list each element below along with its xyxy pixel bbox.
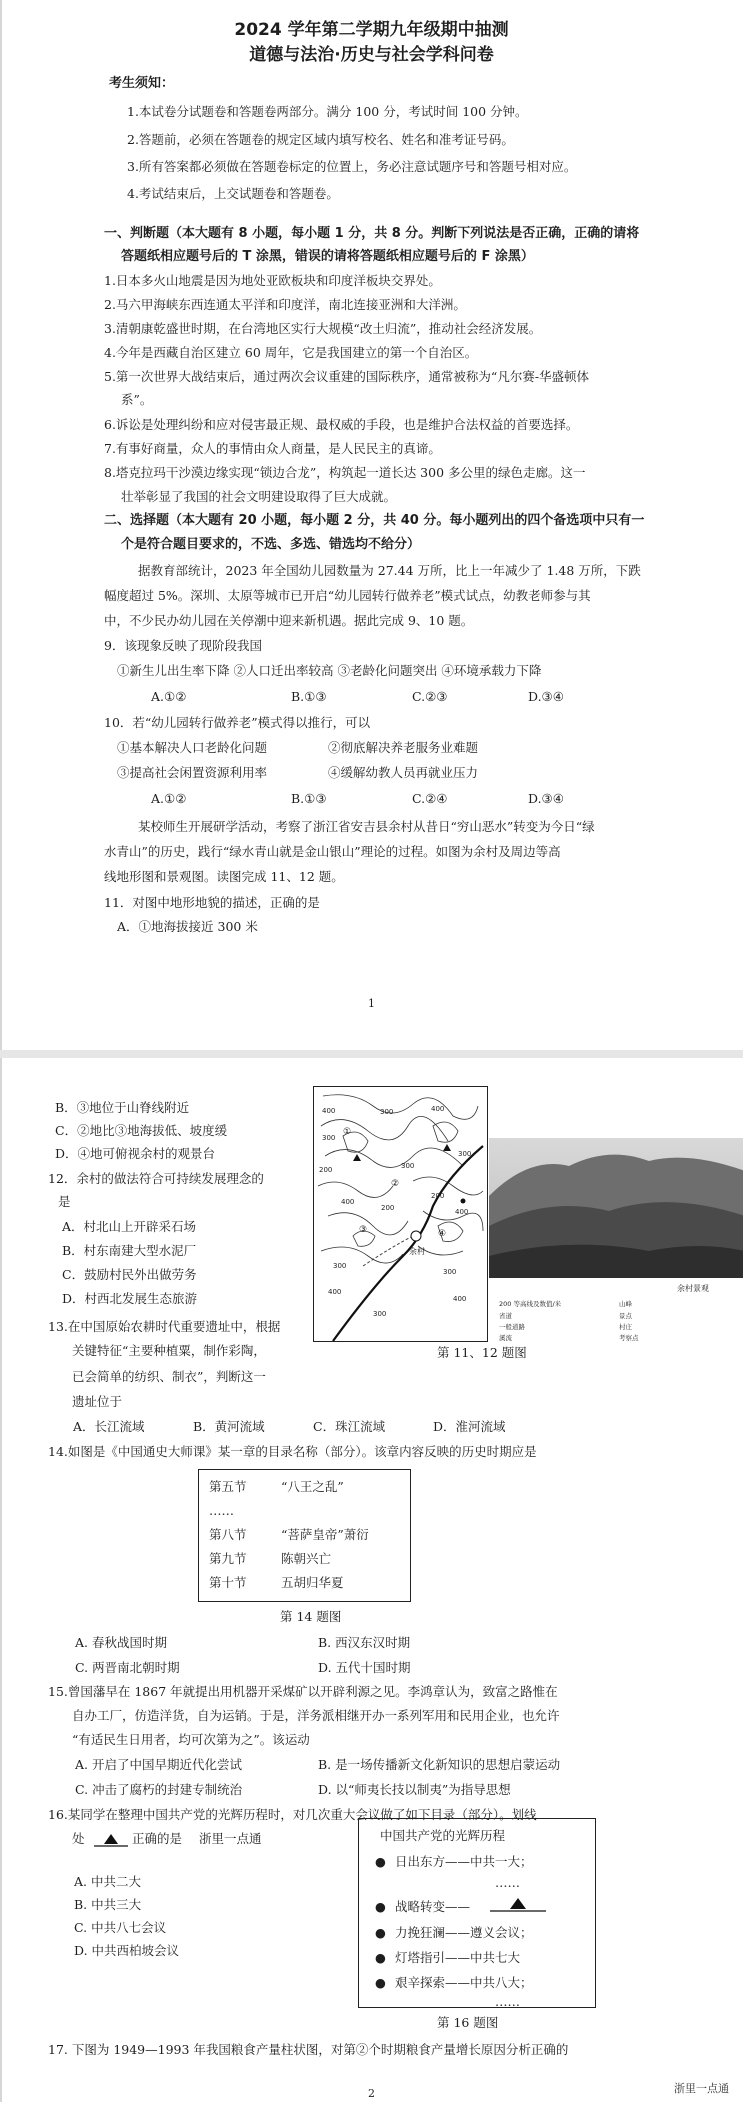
legend-item: 溪流: [499, 1334, 512, 1342]
choice: A. 中共二大: [74, 1874, 141, 1889]
bullet-icon: ●: [375, 1925, 386, 1940]
question-11-b: B．③地位于山脊线附近: [55, 1100, 190, 1115]
toc-title: “菩萨皇帝”萧衍: [281, 1527, 369, 1542]
choice: B. 是一场传播新文化新知识的思想启蒙运动: [318, 1757, 561, 1772]
toc-section: 第十节: [209, 1575, 247, 1590]
page-number: 1: [368, 997, 375, 1010]
stem-11-12: 某校师生开展研学活动，考察了浙江省安吉县余村从昔日“穷山恶水”转变为今日“绿: [138, 819, 595, 834]
question-16: 16.某同学在整理中国共产党的光辉历程时，对几次重大会议做了如下目录（部分）。划线: [48, 1807, 537, 1822]
watermark: 浙里一点通: [674, 2082, 729, 2095]
bullet-icon: ●: [375, 1854, 386, 1869]
photo-caption: 余村景观: [677, 1284, 709, 1293]
choice: C. 中共八七会议: [74, 1920, 167, 1935]
contour-value: 300: [373, 1310, 387, 1318]
choice: A.①②: [151, 689, 187, 704]
landscape-photo: [489, 1086, 743, 1342]
question-13-cont: 遗址位于: [72, 1394, 123, 1409]
contour-value: 300: [333, 1262, 347, 1270]
point-marker: ③: [359, 1225, 368, 1235]
option: ①基本解决人口老龄化问题: [117, 740, 268, 755]
blank-triangle-icon: [92, 1832, 130, 1848]
scenic-spot-icon: [461, 1199, 466, 1204]
section1-heading-cont: 答题纸相应题号后的 T 涂黑，错误的请将答题纸相应题号后的 F 涂黑）: [121, 249, 534, 264]
toc-section: 第九节: [209, 1551, 247, 1566]
contour-value: 300: [380, 1108, 394, 1116]
toc-section: 第五节: [209, 1479, 247, 1494]
legend-item: 考察点: [619, 1334, 639, 1342]
contour-value: 400: [431, 1105, 445, 1113]
glory-title: 中国共产党的光辉历程: [380, 1828, 506, 1843]
notice-item: 1.本试卷分试题卷和答题卷两部分。满分 100 分，考试时间 100 分钟。: [127, 104, 528, 119]
contour-value: 400: [328, 1288, 342, 1296]
contour-value: 400: [455, 1208, 469, 1216]
glory-ellipsis: ……: [495, 1875, 520, 1890]
glory-row: 日出东方——中共一大；: [395, 1854, 533, 1869]
question-15-cont: 自办工厂，仿造洋货，自为运销。于是，洋务派相继开办一系列军用和民用企业，也允许: [72, 1708, 560, 1723]
question-16-tail: 正确的是: [132, 1831, 183, 1846]
glory-row: 灯塔指引——中共七大: [395, 1950, 521, 1965]
choice: B．黄河流域: [193, 1419, 265, 1434]
notice-item: 4.考试结束后，上交试题卷和答题卷。: [127, 186, 339, 201]
choice: C. 冲击了腐朽的封建专制统治: [75, 1782, 243, 1797]
judge-item: 4.今年是西藏自治区建立 60 周年，它是我国建立的第一个自治区。: [104, 345, 478, 360]
legend-item: 山峰: [619, 1300, 632, 1308]
question-15-cont: “有适民生日用者，均可次第为之”。该运动: [72, 1732, 310, 1747]
toc-title: 五胡归华夏: [281, 1575, 344, 1590]
page-1: [0, 0, 743, 1050]
blank-triangle-icon: [488, 1896, 548, 1914]
bullet-icon: ●: [375, 1950, 386, 1965]
page-edge: [0, 1058, 2, 2102]
choice: B. 中共三大: [74, 1897, 142, 1912]
stem-11-12: 线地形图和景观图。读图完成 11、12 题。: [104, 869, 344, 884]
judge-item: 6.诉讼是处理纠纷和应对侵害最正规、最权威的手段，也是维护合法权益的首要选择。: [104, 417, 579, 432]
legend-item: 村庄: [619, 1323, 632, 1331]
judge-item: 2.马六甲海峡东西连通太平洋和印度洋，南北连接亚洲和大洋洲。: [104, 297, 466, 312]
legend-item: 景点: [619, 1312, 632, 1320]
stem-9-10: 幅度超过 5%。深圳、太原等城市已开启“幼儿园转行做养老”模式试点，幼教老师参与其: [104, 588, 591, 603]
option: C．鼓励村民外出做劳务: [62, 1267, 197, 1282]
question-15: 15.曾国藩早在 1867 年就提出用机器开采煤矿以开辟利源之见。李鸿章认为，致富之路惟在: [48, 1684, 558, 1699]
notice-item: 3.所有答案都必须做在答题卷标定的位置上，务必注意试题序号和答题号相对应。: [127, 159, 577, 174]
point-marker: ②: [391, 1179, 400, 1189]
question-9: 9．该现象反映了现阶段我国: [104, 638, 262, 653]
contour-map: [313, 1086, 488, 1342]
exam-title: 2024 学年第二学期九年级期中抽测: [234, 20, 509, 40]
choice: A. 春秋战国时期: [75, 1635, 167, 1650]
choice: D．淮河流域: [433, 1419, 506, 1434]
option: ③提高社会闲置资源利用率: [117, 765, 268, 780]
question-11: 11．对图中地形地貌的描述，正确的是: [104, 895, 320, 910]
choice: C.②③: [412, 689, 448, 704]
page-separator: [0, 1050, 743, 1058]
contour-value: 300: [322, 1134, 336, 1142]
legend-item: 200 等高线及数值/米: [499, 1300, 562, 1308]
notice-item: 2.答题前，必须在答题卷的规定区域内填写校名、姓名和准考证号码。: [127, 132, 514, 147]
question-13-cont: 关键特征“主要种植粟，制作彩陶，: [72, 1343, 266, 1358]
page-number: 2: [368, 2087, 375, 2100]
judge-item: 3.清朝康乾盛世时期，在台湾地区实行大规模“改土归流”，推动社会经济发展。: [104, 321, 542, 336]
glory-row: 力挽狂澜——遵义会议；: [395, 1925, 533, 1940]
choice: D. 五代十国时期: [318, 1660, 411, 1675]
choice: D. 中共西柏坡会议: [74, 1943, 180, 1958]
judge-item-cont: 壮举彰显了我国的社会文明建设取得了巨大成就。: [121, 489, 397, 504]
question-12-cont: 是: [58, 1194, 71, 1209]
toc-ellipsis: ……: [209, 1503, 234, 1518]
judge-item: 8.塔克拉玛干沙漠边缘实现“锁边合龙”，构筑起一道长达 300 多公里的绿色走廊。这一: [104, 465, 586, 480]
contour-value: 200: [431, 1192, 445, 1200]
toc-title: “八王之乱”: [281, 1479, 344, 1494]
legend-item: 一般道路: [499, 1323, 525, 1331]
point-marker: ④: [438, 1229, 447, 1239]
choice: A.①②: [151, 791, 187, 806]
contour-value: 200: [319, 1166, 333, 1174]
contour-value: 400: [341, 1198, 355, 1206]
glory-row: 艰辛探索——中共八大；: [395, 1975, 533, 1990]
choice: A．长江流域: [73, 1419, 145, 1434]
question-14: 14.如图是《中国通史大师课》某一章的目录名称（部分）。该章内容反映的历史时期应是: [48, 1444, 537, 1459]
choice: B. 西汉东汉时期: [318, 1635, 411, 1650]
judge-item: 5.第一次世界大战结束后，通过两次会议重建的国际秩序，通常被称为“凡尔赛-华盛顿体: [104, 369, 590, 384]
contour-value: 400: [453, 1295, 467, 1303]
photo-foreground: [489, 1245, 743, 1278]
choice: D.③④: [528, 791, 564, 806]
toc-caption: 第 14 题图: [280, 1609, 342, 1624]
page-edge: [0, 0, 2, 1050]
toc-section: 第八节: [209, 1527, 247, 1542]
question-13-cont: 已会简单的纺织、制衣”，判断这一: [72, 1369, 266, 1384]
choice: D. 以“师夷长技以制夷”为指导思想: [318, 1782, 511, 1797]
glory-ellipsis: ……: [495, 1994, 520, 2009]
question-17: 17. 下图为 1949—1993 年我国粮食产量柱状图，对第②个时期粮食产量增长原因分析正确的: [48, 2042, 569, 2057]
contour-value: 400: [322, 1107, 336, 1115]
section1-heading: 一、判断题（本大题有 8 小题，每小题 1 分，共 8 分。判断下列说法是否正确，正确的请将: [104, 226, 640, 241]
bullet-icon: ●: [375, 1975, 386, 1990]
question-11-a: A．①地海拔接近 300 米: [117, 919, 258, 934]
glory-caption: 第 16 题图: [437, 2015, 499, 2030]
question-12: 12．余村的做法符合可持续发展理念的: [48, 1171, 264, 1186]
bullet-icon: ●: [375, 1899, 386, 1914]
stem-9-10: 中，不少民办幼儿园在关停潮中迎来新机遇。据此完成 9、10 题。: [104, 613, 474, 628]
question-11-d: D．④地可俯视余村的观景台: [55, 1146, 216, 1161]
contour-value: 300: [458, 1150, 472, 1158]
choice: D.③④: [528, 689, 564, 704]
inline-watermark: 浙里一点通: [199, 1831, 262, 1846]
section2-heading-cont: 个是符合题目要求的，不选、多选、错选均不给分）: [121, 537, 421, 552]
contour-value: 300: [401, 1162, 415, 1170]
option: ②彻底解决养老服务业难题: [328, 740, 479, 755]
choice: B.①③: [291, 689, 327, 704]
option: A．村北山上开辟采石场: [62, 1219, 197, 1234]
question-13: 13.在中国原始农耕时代重要遗址中，根据: [48, 1319, 281, 1334]
legend-item: 省道: [499, 1312, 512, 1320]
question-9-options: ①新生儿出生率下降 ②人口迁出率较高 ③老龄化问题突出 ④环境承载力下降: [117, 663, 542, 678]
choice: C. 两晋南北朝时期: [75, 1660, 180, 1675]
question-16-cont: 处: [72, 1831, 85, 1846]
choice: C.②④: [412, 791, 448, 806]
choice: A. 开启了中国早期近代化尝试: [75, 1757, 242, 1772]
judge-item: 1.日本多火山地震是因为地处亚欧板块和印度洋板块交界处。: [104, 273, 441, 288]
exam-subtitle: 道德与法治·历史与社会学科问卷: [249, 45, 494, 65]
judge-item: 7.有事好商量，众人的事情由众人商量，是人民民主的真谛。: [104, 441, 441, 456]
section2-heading: 二、选择题（本大题有 20 小题，每小题 2 分，共 40 分。每小题列出的四个备选项中只有一: [104, 513, 645, 528]
village-label: 余村: [409, 1247, 425, 1256]
question-10: 10．若“幼儿园转行做养老”模式得以推行，可以: [104, 715, 371, 730]
judge-item-cont: 系”。: [121, 392, 153, 407]
page-2: [0, 1058, 743, 2102]
map-caption: 第 11、12 题图: [437, 1345, 527, 1360]
glory-row: 战略转变——: [395, 1899, 471, 1914]
option: ④缓解幼教人员再就业压力: [328, 765, 479, 780]
question-11-c: C．②地比③地海拔低、坡度缓: [55, 1123, 228, 1138]
choice: B.①③: [291, 791, 327, 806]
stem-9-10: 据教育部统计，2023 年全国幼儿园数量为 27.44 万所，比上一年减少了 1.48 万所，下跌: [138, 563, 641, 578]
contour-value: 300: [443, 1268, 457, 1276]
choice: C．珠江流域: [313, 1419, 386, 1434]
village-marker: [411, 1231, 421, 1241]
toc-title: 陈朝兴亡: [281, 1551, 332, 1566]
notice-heading: 考生须知：: [109, 76, 175, 91]
contour-value: 200: [381, 1204, 395, 1212]
point-marker: ①: [343, 1127, 352, 1137]
stem-11-12: 水青山”的历史，践行“绿水青山就是金山银山”理论的过程。如图为余村及周边等高: [104, 844, 561, 859]
option: B．村东南建大型水泥厂: [62, 1243, 197, 1258]
option: D．村西北发展生态旅游: [62, 1291, 198, 1306]
